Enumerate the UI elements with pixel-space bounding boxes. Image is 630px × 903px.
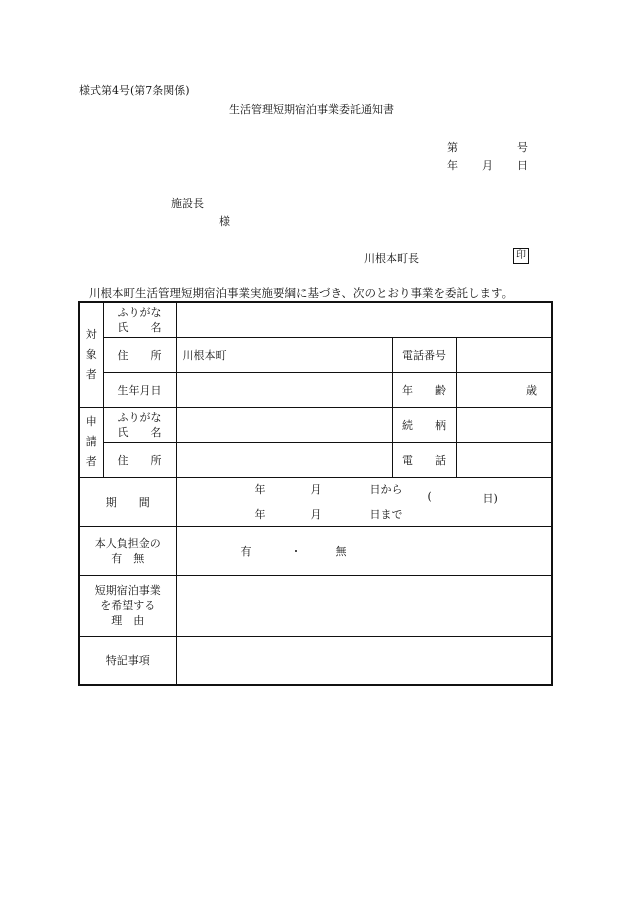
subject-name-row bbox=[79, 302, 552, 337]
relation-label: 続 柄 bbox=[392, 407, 456, 442]
age-field[interactable]: 歳 bbox=[456, 372, 552, 407]
applicant-address-label: 住 所 bbox=[103, 442, 176, 477]
period-days-close: 日) bbox=[482, 491, 498, 505]
subject-address-label: 住 所 bbox=[103, 337, 176, 372]
period-to-year: 年 bbox=[254, 507, 266, 521]
remarks-field[interactable] bbox=[176, 636, 552, 685]
doc-number-suffix: 号 bbox=[517, 141, 528, 154]
reason-row bbox=[79, 575, 552, 636]
applicant-name-row bbox=[79, 407, 552, 442]
date-month: 月 bbox=[482, 159, 493, 172]
document-title: 生活管理短期宿泊事業委託通知書 bbox=[229, 103, 394, 116]
intro-text: 川根本町生活管理短期宿泊事業実施要綱に基づき、次のとおり事業を委託します。 bbox=[89, 286, 514, 300]
birthdate-field[interactable] bbox=[176, 372, 392, 407]
applicant-address-field[interactable] bbox=[176, 442, 392, 477]
period-to-line bbox=[177, 506, 552, 523]
period-row bbox=[79, 477, 552, 526]
copay-separator: ・ bbox=[290, 544, 302, 558]
entrustment-form-table bbox=[78, 301, 553, 686]
period-from-year: 年 bbox=[254, 482, 266, 496]
period-to-month: 月 bbox=[310, 507, 322, 521]
seal-mark: 印 bbox=[513, 248, 529, 264]
subject-name-label: ふりがな 氏 名 bbox=[103, 302, 176, 337]
copay-row bbox=[79, 526, 552, 575]
subject-group-label: 対 象 者 bbox=[79, 302, 103, 407]
period-days-line bbox=[177, 490, 552, 507]
applicant-group-label: 申 請 者 bbox=[79, 407, 103, 477]
form-number: 様式第4号(第7条関係) bbox=[79, 84, 190, 97]
subject-address-field[interactable]: 川根本町 bbox=[176, 337, 392, 372]
subject-name-field[interactable] bbox=[176, 302, 552, 337]
subject-birth-row bbox=[79, 372, 552, 407]
applicant-name-label: ふりがな 氏 名 bbox=[103, 407, 176, 442]
period-days-open: ( bbox=[427, 489, 432, 503]
addressee-title: 施設長 bbox=[171, 197, 204, 210]
copay-yes-option[interactable]: 有 bbox=[240, 544, 252, 558]
date-day: 日 bbox=[517, 159, 528, 172]
remarks-row bbox=[79, 636, 552, 685]
remarks-label: 特記事項 bbox=[79, 636, 176, 685]
applicant-address-row bbox=[79, 442, 552, 477]
relation-field[interactable] bbox=[456, 407, 552, 442]
doc-number-prefix: 第 bbox=[447, 141, 458, 154]
copay-options bbox=[177, 543, 552, 559]
subject-phone-label: 電話番号 bbox=[392, 337, 456, 372]
reason-field[interactable] bbox=[176, 575, 552, 636]
subject-address-row bbox=[79, 337, 552, 372]
reason-label: 短期宿泊事業 を希望する 理 由 bbox=[79, 575, 176, 636]
applicant-phone-field[interactable] bbox=[456, 442, 552, 477]
copay-no-option[interactable]: 無 bbox=[335, 544, 347, 558]
sender-name: 川根本町長 bbox=[364, 252, 419, 265]
copay-field[interactable] bbox=[176, 526, 552, 575]
applicant-name-field[interactable] bbox=[176, 407, 392, 442]
period-from-day: 日から bbox=[369, 482, 403, 496]
addressee-honorific: 様 bbox=[219, 215, 230, 228]
subject-phone-field[interactable] bbox=[456, 337, 552, 372]
birthdate-label: 生年月日 bbox=[103, 372, 176, 407]
period-from-month: 月 bbox=[310, 482, 322, 496]
period-to-day: 日まで bbox=[369, 507, 403, 521]
period-field[interactable] bbox=[176, 477, 552, 526]
period-label: 期 間 bbox=[79, 477, 176, 526]
age-label: 年 齢 bbox=[392, 372, 456, 407]
copay-label: 本人負担金の 有 無 bbox=[79, 526, 176, 575]
applicant-phone-label: 電 話 bbox=[392, 442, 456, 477]
date-year: 年 bbox=[447, 159, 458, 172]
